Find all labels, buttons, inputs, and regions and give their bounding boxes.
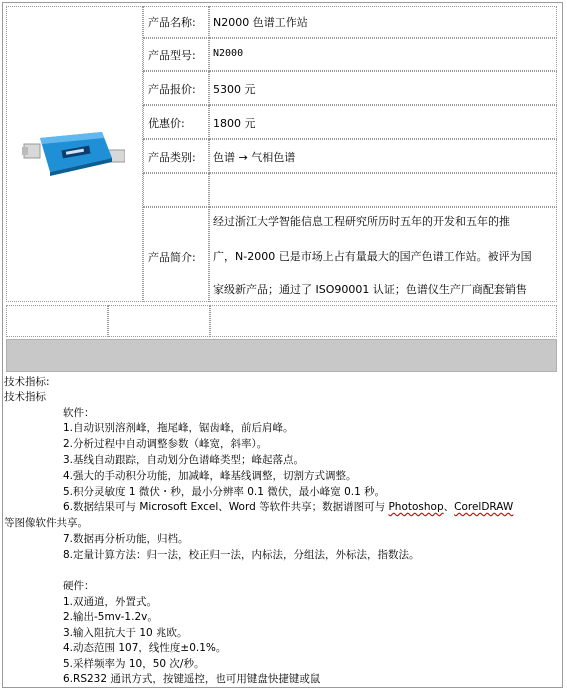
coreldraw-term: CorelDRAW bbox=[454, 501, 514, 513]
hardware-item-1: 1.双通道，外置式。 bbox=[63, 596, 158, 608]
empty-cell-1 bbox=[6, 305, 108, 337]
product-intro-line-1: 经过浙江大学智能信息工程研究所历时五年的开发和五年的推 bbox=[213, 215, 510, 228]
discount-value-cell bbox=[209, 105, 557, 139]
hardware-item-3: 3.输入阻抗大于 10 兆欧。 bbox=[63, 627, 188, 639]
product-intro-line-2: 广，N-2000 已是市场上占有量最大的国产色谱工作站。被评为国 bbox=[213, 250, 532, 263]
product-intro-label: 产品简介: bbox=[148, 251, 196, 264]
product-image bbox=[22, 128, 125, 178]
software-item-6 bbox=[63, 499, 513, 514]
specs-heading-2: 技术指标 bbox=[4, 391, 46, 403]
software-item-6-text: 6.数据结果可与 Microsoft Excel、Word 等软件共享；数据谱图可与 bbox=[63, 501, 389, 513]
software-item-8: 8.定量计算方法：归一法，校正归一法，内标法，分组法，外标法，指数法。 bbox=[63, 549, 420, 561]
product-model-label: 产品型号: bbox=[148, 49, 196, 62]
separator: 、 bbox=[443, 501, 455, 513]
usb-device-icon bbox=[22, 128, 125, 178]
software-item-2: 2.分析过程中自动调整参数（峰宽，斜率）。 bbox=[63, 438, 268, 450]
hardware-title: 硬件： bbox=[63, 580, 95, 592]
software-item-3: 3.基线自动跟踪，自动划分色谱峰类型；峰起落点。 bbox=[63, 454, 305, 466]
product-category-label: 产品类别: bbox=[148, 151, 196, 164]
price-value-cell bbox=[209, 71, 557, 105]
product-price-value: 5300 元 bbox=[213, 83, 256, 96]
product-model-value: N2000 bbox=[213, 48, 244, 59]
section-divider-band bbox=[6, 339, 557, 372]
product-name-label: 产品名称: bbox=[148, 16, 196, 29]
empty-cell-3 bbox=[210, 305, 557, 337]
discount-price-label: 优惠价: bbox=[148, 117, 185, 130]
software-item-6-continuation: 等图像软件共享。 bbox=[4, 517, 88, 529]
discount-price-value: 1800 元 bbox=[213, 117, 256, 130]
blank-label-cell bbox=[143, 173, 209, 207]
software-title: 软件： bbox=[63, 407, 95, 419]
specs-heading-1: 技术指标: bbox=[4, 376, 50, 388]
hardware-item-6: 6.RS232 通讯方式，按键遥控，也可用键盘快捷键或鼠 bbox=[63, 673, 321, 685]
product-intro-line-3: 家级新产品；通过了 ISO90001 认证；色谱仪生产厂商配套销售 bbox=[213, 283, 527, 296]
photoshop-term: Photoshop bbox=[388, 501, 444, 513]
hardware-item-5: 5.采样频率为 10，50 次/秒。 bbox=[63, 658, 205, 670]
model-value-cell bbox=[209, 38, 557, 71]
empty-cell-2 bbox=[108, 305, 210, 337]
software-item-7: 7.数据再分析功能，归档。 bbox=[63, 533, 189, 545]
blank-value-cell bbox=[209, 173, 557, 207]
product-category-value: 色谱 → 气相色谱 bbox=[213, 151, 296, 164]
hardware-item-4: 4.动态范围 107，线性度±0.1%。 bbox=[63, 642, 227, 654]
software-item-5: 5.积分灵敏度 1 微伏・秒，最小分辨率 0.1 微伏，最小峰宽 0.1 秒。 bbox=[63, 486, 386, 498]
software-item-1: 1.自动识别溶剂峰，拖尾峰，锯齿峰，前后肩峰。 bbox=[63, 422, 294, 434]
product-name-value: N2000 色谱工作站 bbox=[213, 16, 308, 29]
hardware-item-2: 2.输出-5mv-1.2v。 bbox=[63, 611, 158, 623]
software-item-4: 4.强大的手动积分功能，加减峰，峰基线调整，切割方式调整。 bbox=[63, 470, 357, 482]
product-price-label: 产品报价: bbox=[148, 83, 196, 96]
